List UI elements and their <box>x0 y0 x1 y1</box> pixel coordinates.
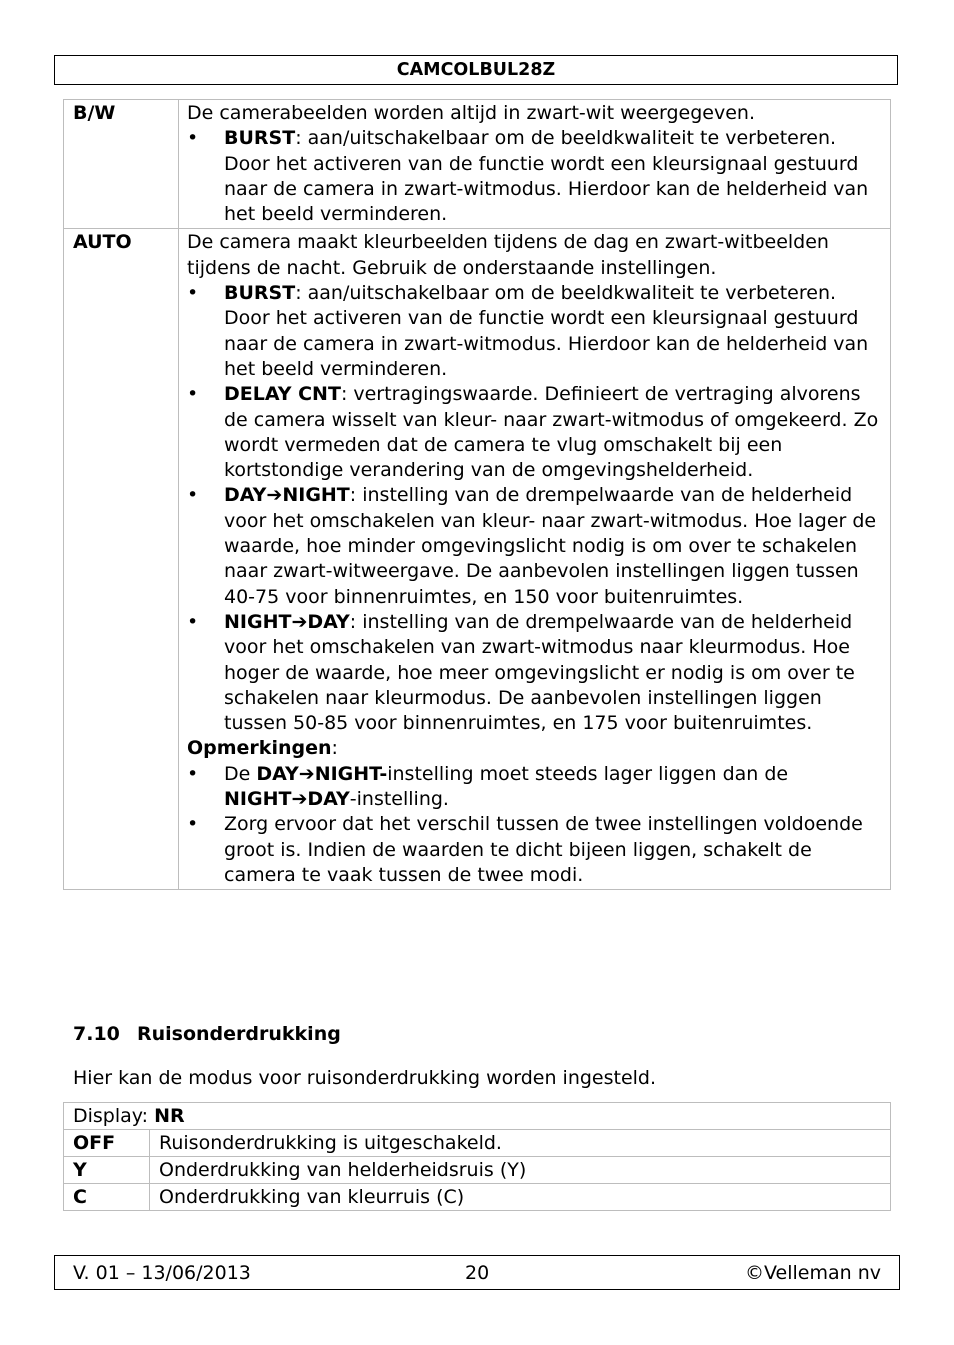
option-text-burst: : aan/uitschakelbaar om de beeldkwaliteit te verbeteren. Door het activeren van de functie wordt een kleursignaal gestuurd naar de camera in zwart-witmodus. Hierdoor kan de helderheid van het beeld verminderen. <box>224 282 869 380</box>
nr-key: OFF <box>64 1130 150 1157</box>
display-cell <box>64 1103 891 1130</box>
footer-copyright: ©Velleman nv <box>745 1262 881 1284</box>
section-heading <box>73 1023 341 1045</box>
label-part: DAY <box>256 762 299 785</box>
display-value: NR <box>154 1105 185 1127</box>
arrow-right-icon: ➔ <box>266 484 283 507</box>
option-label-day-night <box>224 484 350 506</box>
option-text-burst: : aan/uitschakelbaar om de beeldkwaliteit te verbeteren. Door het activeren van de functie wordt een kleursignaal gestuurd naar de camera in zwart-witmodus. Hierdoor kan de helderheid van het beeld verminderen. <box>224 127 869 226</box>
modes-table <box>63 99 891 890</box>
option-label-burst: BURST <box>224 282 296 305</box>
mode-description-auto <box>179 229 891 890</box>
option-text-night-day: : instelling van de drempelwaarde van de helderheid voor het omschakelen van zwart-witmodus naar kleurmodus. Hoe hoger de waarde, hoe meer omgevingslicht er nodig is om over te schakelen naar kleurmodus. De aanbevolen instellingen liggen tussen 50-85 voor binnenruimtes, en 175 voor buitenruimtes. <box>224 610 855 735</box>
running-header <box>54 55 898 85</box>
auto-intro: De camera maakt kleurbeelden tijdens de dag en zwart-witbeelden tijdens de nacht. Gebruik de onderstaande instellingen. <box>187 231 829 279</box>
remark-text: -instelling. <box>349 788 449 811</box>
display-label: Display: <box>73 1105 155 1127</box>
label-part: NIGHT <box>224 610 292 633</box>
table-row <box>64 1130 891 1157</box>
list-item <box>187 281 882 382</box>
bw-intro: De camerabeelden worden altijd in zwart-wit weergegeven. <box>187 102 756 124</box>
arrow-right-icon: ➔ <box>298 762 315 785</box>
remarks-colon: : <box>331 737 338 760</box>
table-row <box>64 100 891 229</box>
footer-version: V. 01 – 13/06/2013 <box>73 1262 251 1284</box>
auto-options-list <box>187 281 882 736</box>
table-row <box>64 229 891 890</box>
remark-label <box>256 763 387 785</box>
remark-label <box>224 788 350 810</box>
option-text-day-night: : instelling van de drempelwaarde van de helderheid voor het omschakelen van kleur- naar zwart-witmodus. Hoe lager de waarde, hoe minder omgevingslicht nodig is om over te schakelen naar zwart-witweergave. De aanbevolen instellingen liggen tussen 40-75 voor binnenruimtes, en 150 voor buitenruimtes. <box>224 484 877 608</box>
nr-value: Onderdrukking van helderheidsruis (Y) <box>150 1157 891 1184</box>
list-item <box>187 382 882 483</box>
option-label-delay-cnt: DELAY CNT <box>224 383 341 406</box>
section-title: Ruisonderdrukking <box>137 1023 341 1045</box>
table-row <box>64 1184 891 1211</box>
arrow-right-icon: ➔ <box>291 610 308 633</box>
nr-table <box>63 1102 891 1211</box>
header-title: CAMCOLBUL28Z <box>396 60 556 80</box>
nr-key: Y <box>64 1157 150 1184</box>
label-part: NIGHT- <box>314 762 388 785</box>
mode-key-auto: AUTO <box>64 229 179 890</box>
remarks-list <box>187 762 882 888</box>
list-item <box>187 812 882 888</box>
option-label-night-day <box>224 611 350 633</box>
list-item <box>187 483 882 609</box>
nr-value: Ruisonderdrukking is uitgeschakeld. <box>150 1130 891 1157</box>
footer-page-number: 20 <box>465 1262 490 1284</box>
page-footer <box>54 1255 900 1290</box>
label-part: DAY <box>307 788 350 811</box>
label-part: DAY <box>307 610 350 633</box>
mode-key-bw: B/W <box>64 100 179 229</box>
remark-text: instelling moet steeds lager liggen dan de <box>387 762 789 785</box>
table-row <box>64 1157 891 1184</box>
mode-description-bw <box>179 100 891 229</box>
option-text-delay-cnt: : vertragingswaarde. Definieert de vertraging alvorens de camera wisselt van kleur- naar zwart-witmodus of omgekeerd. Zo wordt vermeden dat de camera te vlug omschakelt bij een kortstondige verandering van de omgevingshelderheid. <box>224 383 879 482</box>
remarks-heading <box>187 736 882 761</box>
table-row <box>64 1103 891 1130</box>
remarks-label: Opmerkingen <box>187 737 332 760</box>
remark-text: De <box>224 762 257 785</box>
section-paragraph: Hier kan de modus voor ruisonderdrukking worden ingesteld. <box>73 1067 657 1089</box>
list-item <box>187 762 882 813</box>
nr-value: Onderdrukking van kleurruis (C) <box>150 1184 891 1211</box>
label-part: NIGHT <box>282 484 350 507</box>
label-part: NIGHT <box>224 788 292 811</box>
option-label-burst: BURST <box>224 127 296 150</box>
arrow-right-icon: ➔ <box>291 788 308 811</box>
bw-options-list <box>187 126 882 227</box>
section-number: 7.10 <box>73 1023 120 1045</box>
nr-key: C <box>64 1184 150 1211</box>
list-item <box>187 126 882 227</box>
remark-text: Zorg ervoor dat het verschil tussen de twee instellingen voldoende groot is. Indien de waarden te dicht bijeen liggen, schakelt de camera te vaak tussen de twee modi. <box>224 813 863 886</box>
label-part: DAY <box>224 484 267 507</box>
list-item <box>187 610 882 736</box>
